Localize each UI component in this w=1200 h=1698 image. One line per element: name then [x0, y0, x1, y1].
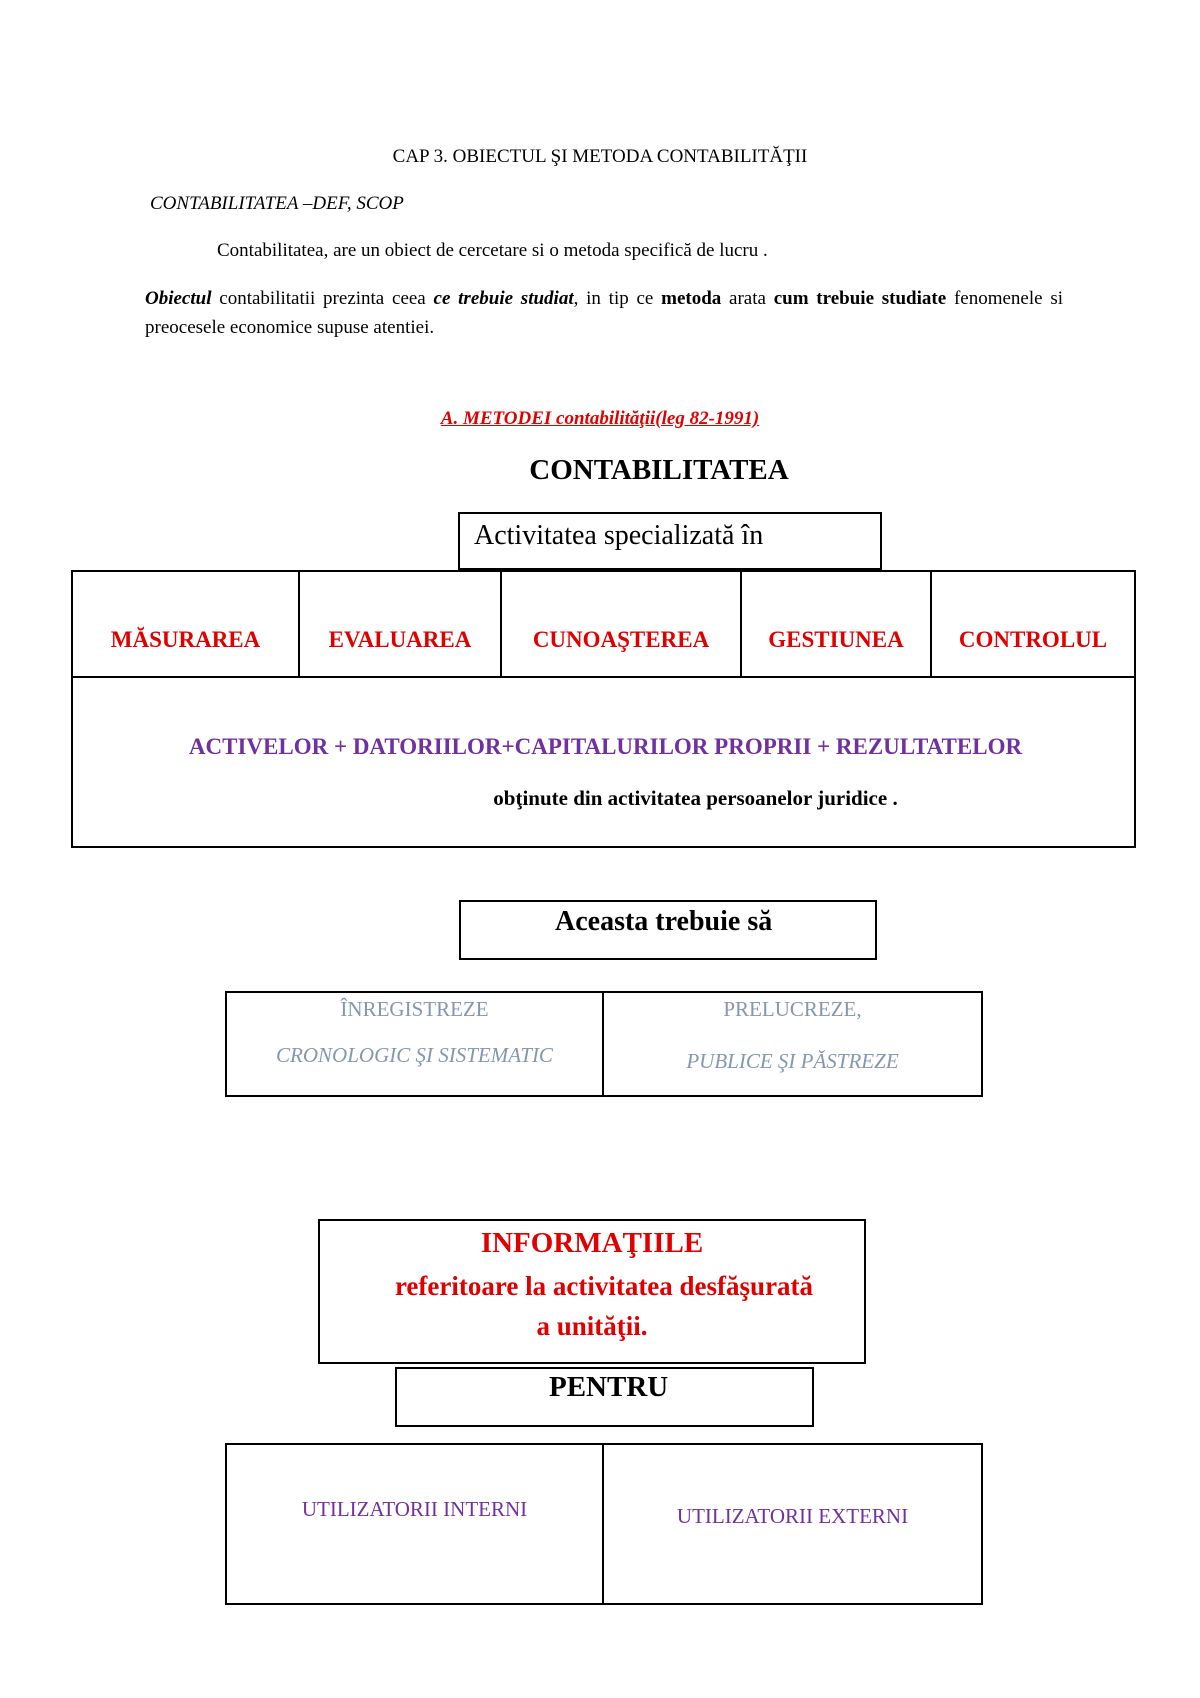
users-internal: UTILIZATORII INTERNI — [301, 1497, 528, 1521]
paragraph-text-3: arata — [721, 288, 774, 309]
must-right-bottom: PUBLICE ŞI PĂSTREZE — [686, 1049, 899, 1073]
users-table — [225, 1443, 983, 1605]
must-right-cell — [604, 993, 981, 1095]
info-line-2: referitoare la activitatea desfăşurată — [394, 1271, 814, 1301]
activity-cell: CONTROLUL — [958, 627, 1108, 652]
must-left-bottom: CRONOLOGIC ŞI SISTEMATIC — [276, 1043, 553, 1067]
must-right-top: PRELUCREZE, — [723, 997, 862, 1021]
activity-cell: GESTIUNEA — [742, 572, 932, 676]
term-obiectul: Obiectul — [145, 288, 212, 309]
users-internal-cell — [227, 1445, 604, 1603]
must-box: Aceasta trebuie să — [459, 900, 877, 960]
objects-line: ACTIVELOR + DATORIILOR+CAPITALURILOR PROPRII + REZULTATELOR — [188, 734, 1023, 759]
users-external: UTILIZATORII EXTERNI — [676, 1504, 909, 1528]
paragraph-text-1: contabilitatii prezinta ceea — [211, 288, 434, 309]
term-metoda: metoda — [661, 288, 722, 309]
term-cum-trebuie: cum trebuie studiate — [773, 288, 947, 309]
paragraph-text-4: fenomenele si preocesele economice supuse atentiei. — [145, 288, 1063, 338]
info-title: INFORMAŢIILE — [480, 1227, 704, 1259]
term-ce-trebuie-studiat: ce trebuie studiat — [433, 288, 574, 309]
must-left-cell — [227, 993, 604, 1095]
must-table — [225, 991, 983, 1097]
activities-row — [73, 572, 1134, 678]
users-external-cell — [604, 1445, 981, 1603]
subtitle: CONTABILITATEA –DEF, SCOP — [150, 193, 404, 214]
activity-cell: MĂSURAREA — [73, 572, 300, 676]
intro-line: Contabilitatea, are un obiect de cercetare si o metoda specifică de lucru . — [217, 240, 768, 261]
must-left-top: ÎNREGISTREZE — [340, 997, 489, 1021]
activity-cell: CUNOAŞTEREA — [502, 572, 742, 676]
main-heading: CONTABILITATEA — [529, 454, 789, 486]
activity-box: Activitatea specializată în — [458, 512, 882, 570]
info-line-3: a unităţii. — [536, 1311, 648, 1341]
info-box — [318, 1219, 866, 1364]
objective-paragraph — [145, 284, 1063, 342]
section-title: A. METODEI contabilităţii(leg 82-1991) — [440, 408, 760, 429]
chapter-title: CAP 3. OBIECTUL ŞI METODA CONTABILITĂŢII — [392, 146, 808, 167]
pentru-box: PENTRU — [395, 1367, 814, 1427]
activity-cell: EVALUAREA — [300, 572, 502, 676]
activities-table — [71, 570, 1136, 848]
objects-source-line: obţinute din activitatea persoanelor juridice . — [493, 786, 898, 810]
paragraph-text-2: , in tip ce — [573, 288, 662, 309]
